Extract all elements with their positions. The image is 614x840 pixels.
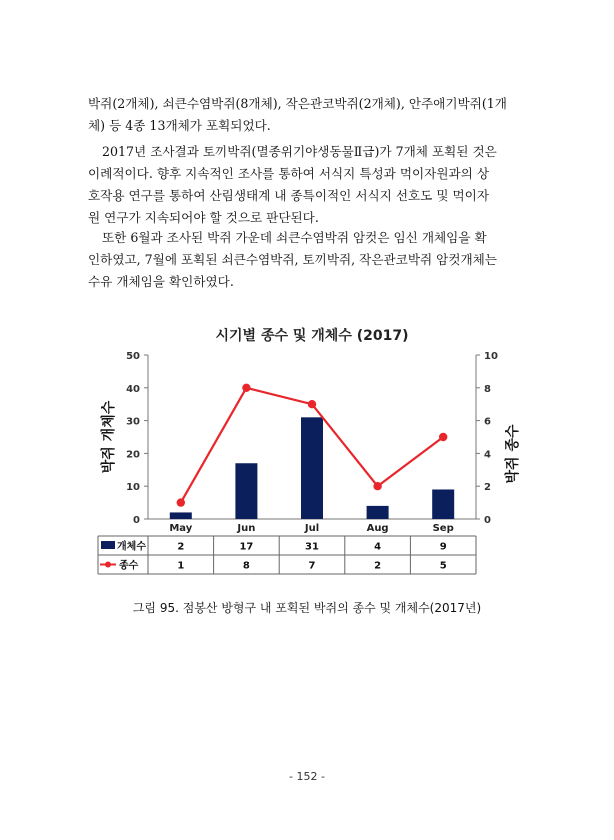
line-series	[181, 388, 443, 503]
line-point	[308, 400, 316, 408]
y-tick-label-left: 10	[126, 482, 140, 494]
y-axis-title-left: 박쥐 개체수	[101, 400, 117, 474]
bar	[432, 489, 454, 519]
table-value-line: 7	[308, 560, 316, 572]
text-line: 2017년 조사결과 토끼박쥐(멸종위기야생동물Ⅱ급)가 7개체 포획된 것은	[102, 144, 497, 159]
bar	[367, 506, 389, 519]
legend-key-line-marker	[105, 562, 111, 568]
y-axis-title-right: 박쥐 종수	[505, 424, 521, 484]
table-value-bars: 9	[439, 541, 447, 553]
y-tick-label-left: 0	[133, 515, 140, 526]
text-line: 박쥐(2개체), 쇠큰수염박쥐(8개체), 작은관코박쥐(2개체), 안주애기박쥐(1개	[88, 96, 507, 111]
legend-label-line: 종수	[119, 560, 139, 572]
x-tick-label: Aug	[366, 523, 389, 534]
line-point	[373, 482, 381, 490]
body-paragraph-3	[88, 227, 540, 293]
text-line: 원 연구가 지속되어야 할 것으로 판단된다.	[88, 210, 319, 225]
bar	[170, 512, 192, 519]
y-tick-label-left: 30	[126, 416, 140, 428]
y-tick-label-right: 10	[484, 351, 498, 362]
x-tick-label: May	[169, 523, 193, 534]
table-value-bars: 31	[305, 541, 319, 553]
bar	[301, 417, 323, 519]
text-line: 체) 등 4종 13개체가 포획되었다.	[88, 118, 271, 133]
y-tick-label-right: 0	[484, 515, 491, 526]
legend-label-bars: 개체수	[117, 541, 146, 553]
y-tick-label-right: 4	[484, 449, 491, 461]
text-line: 이례적이다. 향후 지속적인 조사를 통하여 서식지 특성과 먹이자원과의 상	[88, 166, 489, 181]
y-tick-label-right: 2	[484, 482, 491, 494]
text-line: 호작용 연구를 통하여 산림생태계 내 종특이적인 서식지 선호도 및 먹이자	[88, 188, 489, 203]
line-point	[177, 498, 185, 506]
table-value-bars: 2	[177, 541, 185, 553]
line-point	[242, 384, 250, 392]
text-line: 수유 개체임을 확인하였다.	[88, 274, 234, 289]
table-value-line: 2	[374, 560, 382, 572]
table-value-line: 1	[177, 560, 185, 572]
body-paragraph-1	[88, 93, 540, 137]
y-tick-label-left: 20	[126, 449, 140, 461]
line-point	[439, 433, 447, 441]
table-value-bars: 17	[239, 541, 254, 553]
x-tick-label: Sep	[432, 523, 454, 534]
x-tick-label: Jul	[304, 523, 320, 534]
page-number: - 152 -	[289, 770, 325, 783]
text-line: 또한 6월과 조사된 박쥐 가운데 쇠큰수염박쥐 암컷은 임신 개체임을 확	[102, 230, 487, 245]
text-line: 인하였고, 7월에 포획된 쇠큰수염박쥐, 토끼박쥐, 작은관코박쥐 암컷개체는	[88, 252, 498, 267]
y-tick-label-right: 6	[484, 416, 491, 428]
table-value-line: 8	[242, 560, 250, 572]
table-value-bars: 4	[374, 541, 382, 553]
y-tick-label-left: 40	[126, 383, 140, 395]
x-tick-label: Jun	[237, 523, 256, 534]
chart-title: 시기별 종수 및 개체수 (2017)	[215, 328, 409, 344]
body-paragraph-2	[88, 141, 540, 229]
figure-caption: 그림 95. 점봉산 방형구 내 포획된 박쥐의 종수 및 개체수(2017년)	[132, 601, 482, 615]
legend-key-bars	[101, 541, 115, 549]
table-value-line: 5	[439, 560, 447, 572]
y-tick-label-left: 50	[126, 351, 140, 362]
bar	[235, 463, 257, 519]
y-tick-label-right: 8	[484, 383, 491, 395]
